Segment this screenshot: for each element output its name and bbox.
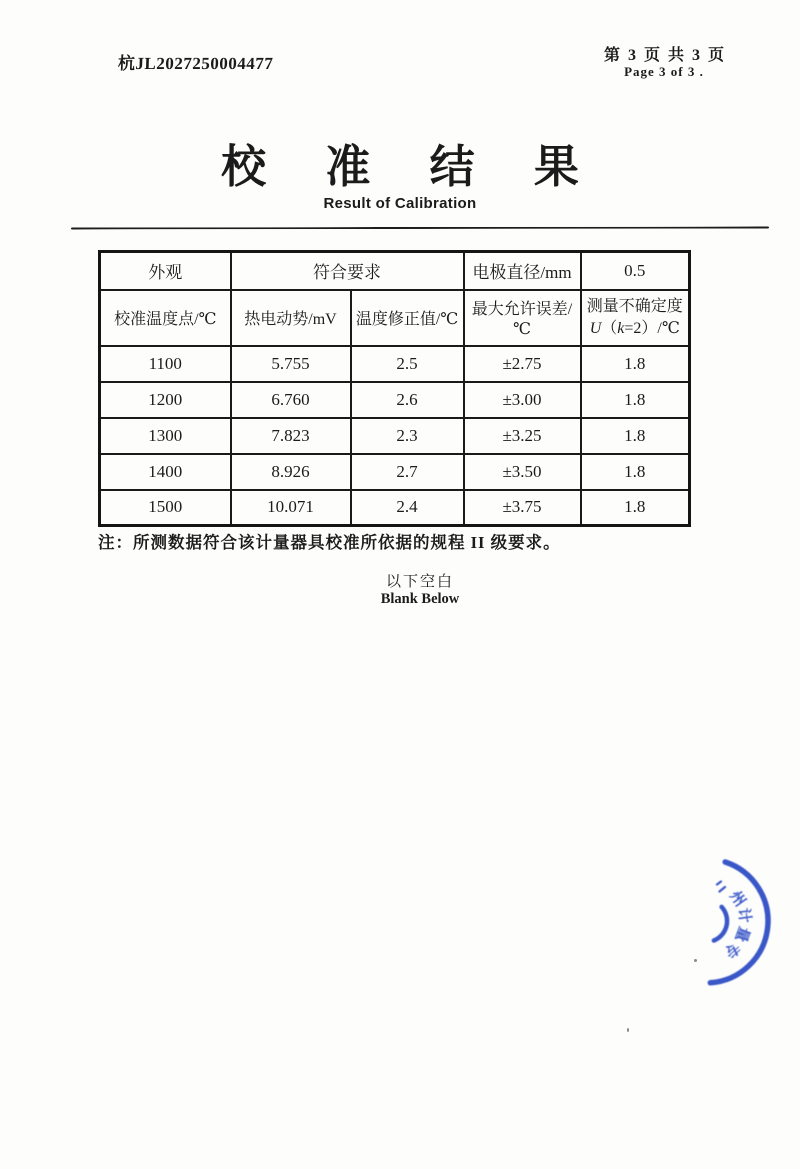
cell-uncertainty: 1.8 — [581, 346, 690, 382]
cell-max-error: ±3.25 — [464, 418, 581, 454]
cell-emf: 6.760 — [231, 382, 351, 418]
cell-max-error: ±2.75 — [464, 346, 581, 382]
stamp-char: 专 — [720, 938, 744, 961]
table-row — [100, 418, 690, 454]
divider-line — [71, 227, 769, 230]
cell-max-error: ±3.75 — [464, 490, 581, 526]
stamp-inner-ring — [714, 907, 727, 941]
cell-correction: 2.5 — [351, 346, 464, 382]
table-row — [100, 382, 690, 418]
certificate-number: 杭JL2027250004477 — [117, 54, 274, 73]
cell-max-error: ±3.00 — [464, 382, 581, 418]
scan-speck — [627, 1028, 629, 1032]
stamp-char: 量 — [731, 924, 753, 945]
page-number-en: Page 3 of 3 . — [624, 64, 704, 79]
stamp-char: 计 — [734, 907, 754, 925]
appearance-value: 符合要求 — [231, 252, 464, 290]
cell-uncertainty: 1.8 — [581, 418, 690, 454]
scan-speck — [694, 959, 697, 962]
cell-emf: 7.823 — [231, 418, 351, 454]
appearance-label: 外观 — [100, 252, 231, 290]
cell-correction: 2.3 — [351, 418, 464, 454]
cell-temperature: 1100 — [100, 346, 231, 382]
cell-uncertainty: 1.8 — [581, 454, 690, 490]
table-row — [100, 490, 690, 526]
cell-correction: 2.7 — [351, 454, 464, 490]
page-number-cn: 第 3 页 共 3 页 — [604, 47, 727, 64]
cell-temperature: 1200 — [100, 382, 231, 418]
uncertainty-close: =2）/℃ — [624, 319, 680, 337]
col-header-emf: 热电动势/mV — [231, 290, 351, 346]
page-title-en: Result of Calibration — [323, 195, 477, 212]
cell-temperature: 1300 — [100, 418, 231, 454]
electrode-diameter-label: 电极直径/mm — [464, 252, 581, 290]
stamp-partial-stroke — [717, 882, 725, 892]
uncertainty-line1: 测量不确定度 — [586, 297, 683, 315]
cell-correction: 2.6 — [351, 382, 464, 418]
cell-max-error: ±3.50 — [464, 454, 581, 490]
cell-correction: 2.4 — [351, 490, 464, 526]
electrode-diameter-value: 0.5 — [581, 252, 690, 290]
col-header-uncertainty — [581, 290, 690, 346]
col-header-temperature-point: 校准温度点/℃ — [100, 290, 231, 346]
table-row — [100, 346, 690, 382]
blank-below-en: Blank Below — [380, 591, 460, 607]
cell-uncertainty: 1.8 — [581, 382, 690, 418]
official-stamp — [683, 843, 800, 995]
calibration-results-table — [98, 250, 691, 527]
cell-emf: 8.926 — [231, 454, 351, 490]
uncertainty-k-symbol: k — [617, 319, 625, 337]
blank-below-cn: 以下空白 — [385, 574, 454, 590]
col-header-temperature-correction: 温度修正值/℃ — [351, 290, 464, 346]
uncertainty-open: （ — [601, 319, 618, 337]
table-row — [100, 454, 690, 490]
note-text: 注：所测数据符合该计量器具校准所依据的规程 II 级要求。 — [98, 533, 561, 552]
cell-emf: 10.071 — [231, 490, 351, 526]
stamp-char: 州 — [726, 887, 749, 910]
cell-emf: 5.755 — [231, 346, 351, 382]
cell-uncertainty: 1.8 — [581, 490, 690, 526]
table-row-summary — [100, 252, 690, 290]
page-title: 校 准 结 果 — [221, 142, 603, 192]
table-header-row — [100, 290, 690, 346]
col-header-max-permissible-error: 最大允许误差/℃ — [464, 290, 581, 346]
cell-temperature: 1500 — [100, 490, 231, 526]
cell-temperature: 1400 — [100, 454, 231, 490]
uncertainty-u-symbol: U — [589, 319, 602, 337]
